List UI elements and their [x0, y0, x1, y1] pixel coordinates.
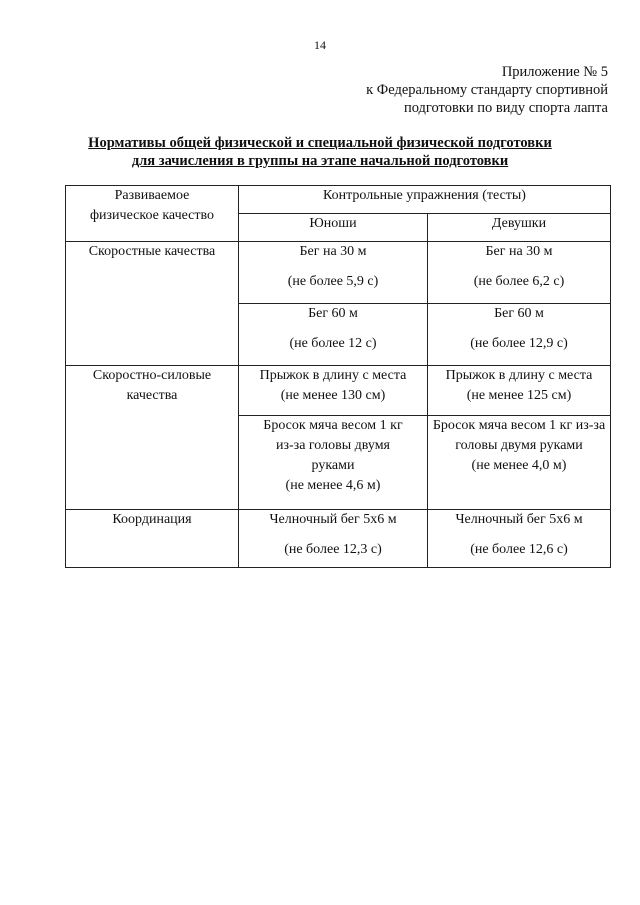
- quality-line2: качества: [126, 388, 178, 403]
- test-name: Прыжок в длину с места: [259, 368, 407, 383]
- girls-test-cell: [428, 366, 611, 416]
- boys-test-cell: [239, 510, 428, 568]
- header-quality-line1: Развиваемое: [114, 188, 190, 203]
- test-line2: головы двумя руками: [455, 438, 583, 453]
- girls-test-cell: [428, 242, 611, 304]
- test-norm: (не более 12,6 с): [470, 542, 568, 557]
- test-name: Бег 60 м: [308, 306, 358, 321]
- test-line1: Бросок мяча весом 1 кг из-за: [432, 418, 606, 433]
- quality-speed: Скоростные качества: [66, 242, 239, 366]
- appendix-number: Приложение № 5: [501, 64, 608, 80]
- girls-test-cell: [428, 510, 611, 568]
- test-name: Челночный бег 5х6 м: [269, 512, 397, 527]
- test-norm: (не более 12 с): [289, 336, 377, 351]
- test-line3: руками: [311, 458, 355, 473]
- header-tests: Контрольные упражнения (тесты): [239, 186, 611, 214]
- table-row: [66, 366, 611, 416]
- boys-test-cell: [239, 242, 428, 304]
- appendix-reference: [366, 63, 608, 117]
- boys-test-cell: [239, 304, 428, 366]
- girls-test-cell: [428, 304, 611, 366]
- girls-test-cell: [428, 416, 611, 510]
- boys-test-cell: [239, 416, 428, 510]
- title-line-2: для зачисления в группы на этапе начальной подготовки: [131, 153, 509, 169]
- test-name: Бег на 30 м: [299, 244, 367, 259]
- quality-line1: Скоростно-силовые: [92, 368, 212, 383]
- test-norm: (не более 6,2 с): [473, 274, 565, 289]
- header-girls: Девушки: [428, 214, 611, 242]
- test-line1: Бросок мяча весом 1 кг: [263, 418, 403, 433]
- header-quality: [66, 186, 239, 242]
- table-row: [66, 510, 611, 568]
- appendix-sport-line: подготовки по виду спорта лапта: [403, 100, 608, 116]
- test-norm: (не более 12,3 с): [284, 542, 382, 557]
- test-name: Прыжок в длину с места: [445, 368, 593, 383]
- test-norm: (не менее 4,6 м): [285, 478, 381, 493]
- test-norm: (не более 5,9 с): [287, 274, 379, 289]
- table-row: [66, 242, 611, 304]
- header-boys: Юноши: [239, 214, 428, 242]
- title-line-1: Нормативы общей физической и специальной физической подготовки: [88, 135, 552, 151]
- normatives-table: [65, 185, 611, 568]
- quality-speed-strength: [66, 366, 239, 510]
- test-norm: (не менее 125 см): [466, 388, 572, 403]
- quality-coordination: Координация: [66, 510, 239, 568]
- test-norm: (не менее 130 см): [280, 388, 386, 403]
- page-number: 14: [314, 38, 326, 52]
- appendix-standard-line: к Федеральному стандарту спортивной: [366, 82, 608, 98]
- header-quality-line2: физическое качество: [89, 208, 215, 223]
- test-name: Челночный бег 5х6 м: [455, 512, 583, 527]
- test-norm: (не менее 4,0 м): [471, 458, 567, 473]
- test-norm: (не более 12,9 с): [470, 336, 568, 351]
- boys-test-cell: [239, 366, 428, 416]
- test-name: Бег 60 м: [494, 306, 544, 321]
- table-header-row: [66, 186, 611, 214]
- test-line2: из-за головы двумя: [275, 438, 390, 453]
- test-name: Бег на 30 м: [485, 244, 553, 259]
- document-title: [0, 134, 640, 170]
